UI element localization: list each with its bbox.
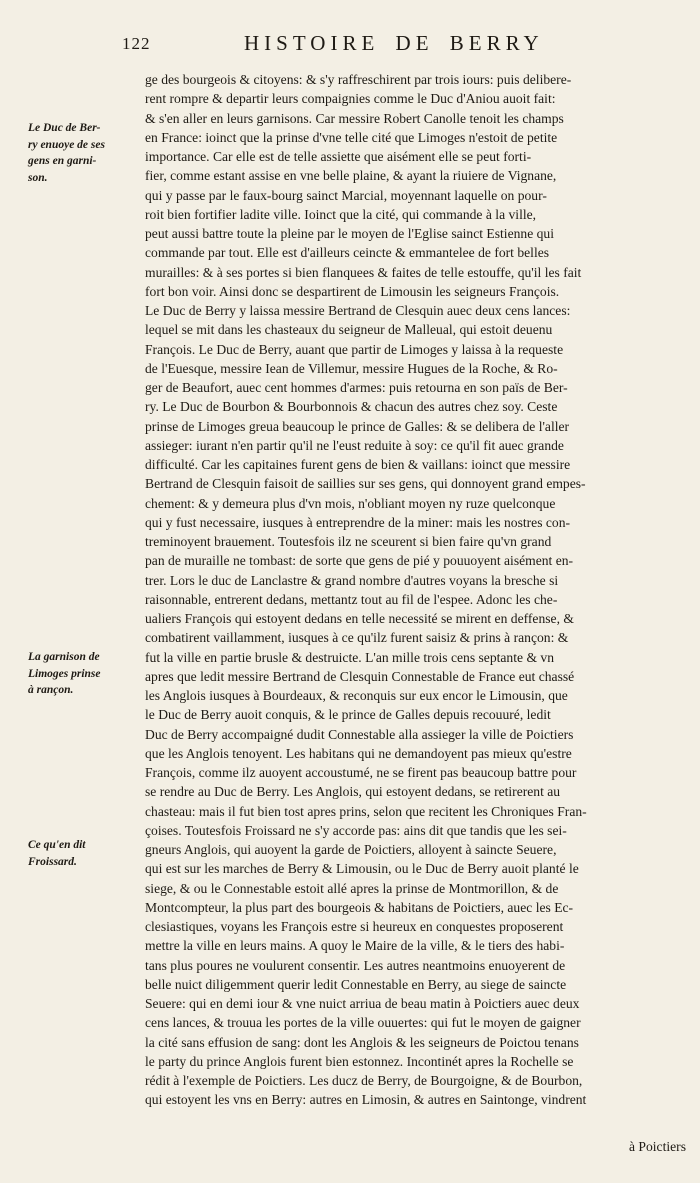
margin-note-line: à rançon.	[28, 684, 74, 696]
margin-note-garnison-limoges	[28, 649, 140, 699]
page-header	[122, 31, 682, 60]
margin-note-line: La garnison de	[28, 651, 100, 663]
text-line: qui est sur les marches de Berry & Limousin, ou le Duc de Berry auoit planté le	[145, 861, 579, 877]
text-line: de l'Euesque, messire Iean de Villemur, messire Hugues de la Roche, & Ro-	[145, 360, 558, 376]
text-line: François, comme ilz auoyent accoustumé, ne se firent pas beaucoup battre pour	[145, 765, 577, 780]
text-line: en France: ioinct que la prinse d'vne telle cité que Limoges n'estoit de petite	[145, 129, 558, 145]
text-line: fort bon voir. Ainsi donc se despartirent de Limousin les seigneurs François.	[145, 283, 560, 299]
text-line: chasteau: mais il fut bien tost apres prins, selon que recitent les Chroniques Fran-	[145, 803, 587, 819]
text-line: chement: & y demeura plus d'vn mois, n'obliant moyen ny ruze quelconque	[145, 495, 556, 511]
margin-note-duc-de-berry	[28, 120, 140, 186]
margin-note-line: son.	[28, 171, 48, 184]
text-line: qui y passe par le faux-bourg sainct Marcial, moyennant laquelle on pour-	[145, 187, 547, 203]
text-line: prinse de Limoges greua beaucoup le prince de Galles: & se delibera de l'aller	[145, 418, 570, 434]
text-line: rent rompre & departir leurs compaignies comme le Duc d'Aniou auoit fait:	[145, 91, 556, 107]
page-number: 122	[122, 34, 151, 53]
text-line: qui y fust necessaire, iusques à entreprendre de la miner: mais les nostres con-	[145, 514, 571, 530]
text-line: pan de muraille ne tombast: de sorte que gens de pié y pouuoyent aisément en-	[145, 553, 574, 569]
text-line: Bertrand de Clesquin faisoit de saillies sur ses gens, qui donnoyent grand empes-	[145, 476, 586, 492]
text-line: ge des bourgeois & citoyens: & s'y raffreschirent par trois iours: puis delibere-	[145, 72, 572, 87]
text-line: roit bien fortifier ladite ville. Ioinct que la cité, qui commande à la ville,	[145, 206, 537, 222]
margin-note-line: ry enuoye de ses	[28, 138, 105, 151]
text-line: cens lances, & trouua les portes de la ville ouuertes: qui fut le moyen de gaigner	[145, 1015, 581, 1031]
text-line: François. Le Duc de Berry, auant que partir de Limoges y laissa à la requeste	[145, 341, 564, 357]
text-line: fier, comme estant assise en vne belle plaine, & ayant la riuiere de Vignane,	[145, 168, 557, 184]
text-line: clesiastiques, voyans les François estre si heureux en conquestes proposerent	[145, 919, 564, 934]
text-line: belle nuict diligemment querir ledit Connestable en Berry, au siege de saincte	[145, 976, 567, 992]
text-line: assieger: iurant n'en partir qu'il ne l'eust reduite à soy: ce qu'il fit auec grande	[145, 437, 564, 453]
text-line: importance. Car elle est de telle assiette que aisément elle se peut forti-	[145, 149, 532, 164]
catchword: à Poictiers	[628, 1139, 686, 1154]
text-line: trer. Lors le duc de Lanclastre & grand nombre d'autres voyans la bresche si	[145, 572, 559, 588]
text-line: Duc de Berry accompaigné dudit Connestable alla assieger la ville de Poictiers	[145, 726, 574, 742]
text-line: combatirent vaillamment, iusques à ce qu'ilz furent saisiz & prins à rançon: &	[145, 630, 569, 646]
text-line: ry. Le Duc de Bourbon & Bourbonnois & chacun des autres chez soy. Ceste	[145, 399, 558, 415]
text-line: Seuere: qui en demi iour & vne nuict arriua de beau matin à Poictiers auec deux	[145, 996, 580, 1011]
text-line: qui estoyent les vns en Berry: autres en Limosin, & autres en Saintonge, vindrent	[145, 1092, 587, 1108]
text-line: çoises. Toutesfois Froissard ne s'y accorde pas: ains dit que tandis que les sei-	[145, 822, 567, 838]
text-line: ger de Beaufort, auec cent hommes d'armes: puis retourna en son païs de Ber-	[145, 380, 568, 395]
margin-note-line: Le Duc de Ber-	[28, 122, 101, 134]
text-line: gneurs Anglois, qui auoyent la garde de Poictiers, alloyent à saincte Seuere,	[145, 842, 557, 857]
margin-note-line: gens en garni-	[28, 155, 97, 167]
text-line: tans plus poures ne voulurent consentir. Les autres neantmoins enuoyerent de	[145, 957, 566, 973]
text-line: Montcompteur, la plus part des bourgeois & habitans de Poictiers, auec les Ec-	[145, 899, 574, 915]
text-line: mettre la ville en leurs mains. A quoy le Maire de la ville, & le tiers des habi-	[145, 938, 565, 954]
margin-note-line: Limoges prinse	[28, 667, 101, 680]
text-line: peut aussi battre toute la pleine par le moyen de l'Eglise sainct Estienne qui	[145, 226, 555, 241]
text-line: se rendre au Duc de Berry. Les Anglois, qui estoyent dedans, se retirerent au	[145, 784, 561, 800]
margin-note-froissard	[28, 837, 140, 870]
text-line: le party du prince Anglois furent bien estonnez. Incontinét apres la Rochelle se	[145, 1053, 574, 1069]
margin-note-line: Ce qu'en dit	[28, 839, 86, 851]
text-line: la cité sans effusion de sang: dont les Anglois & les seigneurs de Poictou tenans	[145, 1034, 579, 1050]
text-line: fut la ville en partie brusle & destruicte. L'an mille trois cens septante & vn	[145, 649, 555, 665]
text-line: apres que ledit messire Bertrand de Clesquin Connestable de France eut chassé	[145, 668, 575, 684]
text-line: treminoyent brauement. Toutesfois ilz ne sceurent si bien faire qu'vn grand	[145, 534, 552, 549]
running-title: HISTOIRE DE BERRY	[244, 31, 544, 55]
text-line: murailles: & à ses portes si bien flanquees & faites de telle estouffe, qu'il les fait	[145, 264, 582, 280]
text-line: difficulté. Car les capitaines furent gens de bien & vaillans: ioinct que messire	[145, 457, 571, 472]
text-line: le Duc de Berry auoit conquis, & le prince de Galles depuis recouuré, ledit	[145, 707, 551, 723]
text-line: Le Duc de Berry y laissa messire Bertrand de Clesquin auec deux cens lances:	[145, 303, 571, 318]
text-line: & s'en aller en leurs garnisons. Car messire Robert Canolle tenoit les champs	[145, 110, 564, 126]
text-line: rédit à l'exemple de Poictiers. Les ducz de Berry, de Bourgoigne, & de Bourbon,	[145, 1073, 583, 1088]
body-text	[145, 70, 685, 1110]
text-line: raisonnable, entrerent dedans, mettantz tout au fil de l'espee. Adonc les che-	[145, 591, 558, 607]
text-line: les Anglois iusques à Bourdeaux, & reconquis sur eux encor le Limousin, que	[145, 688, 568, 703]
text-line: siege, & ou le Connestable estoit allé apres la prinse de Montmorillon, & de	[145, 880, 559, 896]
text-line: que les Anglois tenoyent. Les habitans qui ne demandoyent pas mieux qu'estre	[145, 745, 572, 761]
text-line: lequel se mit dans les chasteaux du seigneur de Malleual, qui estoit deuenu	[145, 322, 553, 338]
margin-note-line: Froissard.	[28, 855, 77, 868]
text-line: ualiers François qui estoyent dedans en telle necessité se mirent en deffense, &	[145, 611, 574, 626]
text-line: commande par tout. Elle est d'ailleurs ceincte & emmantelee de fort belles	[145, 245, 550, 261]
